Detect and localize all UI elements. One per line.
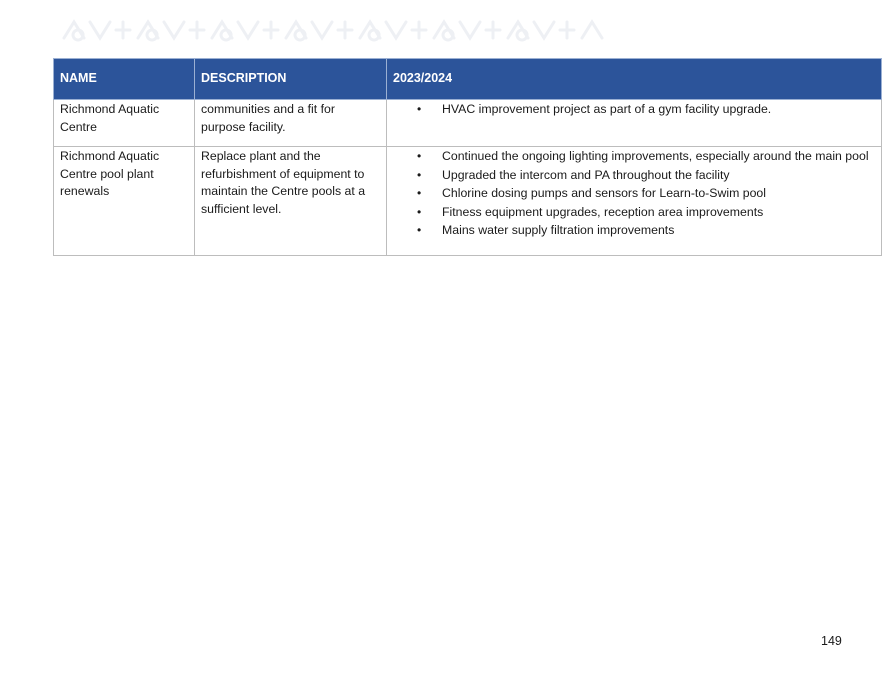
cell-year-items	[387, 147, 882, 256]
cell-description: Replace plant and the refurbishment of equipment to maintain the Centre pools at a sufficient level.	[195, 147, 387, 256]
list-item: • Continued the ongoing lighting improvements, especially around the main pool	[417, 148, 875, 166]
bullet-list	[393, 148, 875, 240]
cell-name: Richmond Aquatic Centre pool plant renewals	[54, 147, 195, 256]
cell-year-items	[387, 100, 882, 147]
capital-works-table	[53, 58, 882, 256]
table-row	[54, 147, 882, 256]
column-header-name: NAME	[54, 59, 195, 100]
decorative-pattern-band	[60, 18, 604, 42]
column-header-description: DESCRIPTION	[195, 59, 387, 100]
table-header-row	[54, 59, 882, 100]
cell-name: Richmond Aquatic Centre	[54, 100, 195, 147]
cell-description: communities and a fit for purpose facility.	[195, 100, 387, 147]
list-item: • HVAC improvement project as part of a gym facility upgrade.	[417, 101, 875, 119]
list-item: • Upgraded the intercom and PA throughout the facility	[417, 167, 875, 185]
table-row	[54, 100, 882, 147]
list-item: • Fitness equipment upgrades, reception area improvements	[417, 204, 875, 222]
list-item: • Mains water supply filtration improvements	[417, 222, 875, 240]
page-number: 149	[821, 634, 842, 648]
bullet-list	[393, 101, 875, 119]
column-header-year: 2023/2024	[387, 59, 882, 100]
list-item: • Chlorine dosing pumps and sensors for Learn-to-Swim pool	[417, 185, 875, 203]
